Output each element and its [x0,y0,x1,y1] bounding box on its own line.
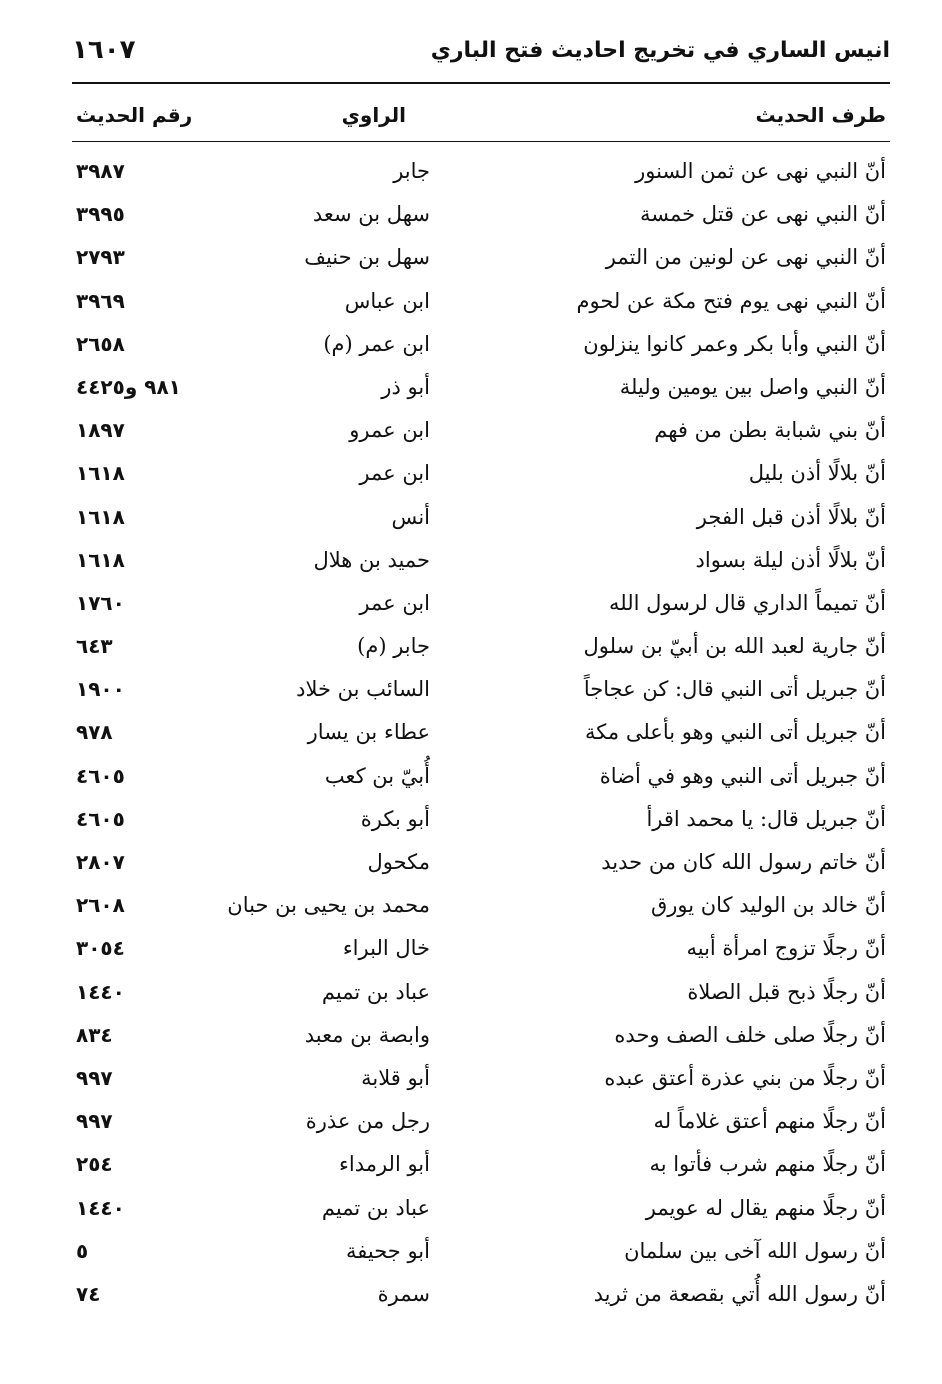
hadith-text: أنّ رجلًا منهم أعتق غلاماً له [653,1109,886,1134]
hadith-number: ٣٩٦٩ [76,288,125,313]
hadith-number: ٢٧٩٣ [76,245,125,270]
hadith-number: ٤٦٠٥ [76,763,125,788]
table-row [72,236,890,279]
hadith-number: ٤٦٠٥ [76,806,125,831]
table-row [72,280,890,323]
narrator: أبو بكرة [360,806,430,831]
narrator: خال البراء [342,936,430,961]
hadith-text: أنّ بلالًا أذن قبل الفجر [696,504,886,529]
hadith-text: أنّ رجلًا صلى خلف الصف وحده [614,1022,886,1047]
table-row [72,1057,890,1100]
hadith-number: ٣٩٨٧ [76,159,125,183]
narrator: أُبيّ بن كعب [324,763,430,788]
index-table [72,150,890,1316]
hadith-number: ١٤٤٠ [76,1195,125,1220]
narrator: جابر (م) [357,634,430,659]
table-row [72,668,890,711]
hadith-number: ١٦١٨ [76,504,125,529]
hadith-number: ١٤٤٠ [76,979,125,1004]
hadith-text: أنّ رجلًا تزوج امرأة أبيه [686,936,886,961]
table-row [72,150,890,193]
hadith-number: ٩٨١ و٤٤٢٥ [76,374,181,399]
hadith-number: ٣٠٥٤ [76,936,125,961]
hadith-text: أنّ رجلًا ذبح قبل الصلاة [687,979,886,1004]
narrator: ابن عمر (م) [323,331,430,356]
book-title: انيس الساري في تخريج احاديث فتح الباري [430,38,890,63]
narrator: ابن عباس [344,288,430,313]
hadith-number: ٢٨٠٧ [76,850,125,874]
hadith-number: ٣٩٩٥ [76,202,125,227]
hadith-text: أنّ بلالًا أذن بليل [748,461,886,486]
narrator: أبو ذر [381,374,430,399]
column-header-hadith-number: رقم الحديث [76,103,193,127]
narrator: أبو الرمداء [338,1152,430,1177]
hadith-number: ٢٥٤ [76,1152,113,1177]
table-row [72,755,890,798]
hadith-text: أنّ رجلًا منهم يقال له عويمر [645,1195,886,1220]
hadith-text: أنّ النبي نهى عن لونين من التمر [605,245,886,270]
narrator: أبو قلابة [361,1065,430,1090]
table-row [72,1100,890,1143]
narrator: مكحول [367,850,430,874]
hadith-text: أنّ خاتم رسول الله كان من حديد [601,850,886,874]
table-row [72,1187,890,1230]
table-row [72,625,890,668]
hadith-number: ١٩٠٠ [76,677,125,702]
hadith-number: ٦٤٣ [76,634,113,659]
hadith-number: ١٨٩٧ [76,418,125,443]
narrator: أنس [391,504,430,529]
table-row [72,452,890,495]
hadith-text: أنّ رسول الله آخى بين سلمان [624,1238,886,1263]
narrator: سهل بن سعد [312,202,430,227]
table-row [72,1143,890,1186]
hadith-number: ١٦١٨ [76,547,125,572]
header-rule [72,82,890,84]
hadith-number: ٢٦٠٨ [76,893,125,918]
running-header [72,30,890,76]
hadith-number: ٩٧٨ [76,720,113,745]
narrator: وابصة بن معبد [304,1022,430,1047]
hadith-number: ١٦١٨ [76,461,125,486]
table-row [72,193,890,236]
narrator: سمرة [377,1281,430,1306]
narrator: ابن عمر [359,461,430,486]
narrator: حميد بن هلال [313,547,430,572]
table-row [72,1273,890,1316]
table-row [72,1230,890,1273]
hadith-text: أنّ النبي نهى عن قتل خمسة [640,202,886,227]
table-row [72,496,890,539]
hadith-text: أنّ جبريل أتى النبي وهو في أضاة [599,763,886,788]
table-row [72,1014,890,1057]
table-row [72,323,890,366]
hadith-text: أنّ بني شبابة بطن من فهم [654,418,886,443]
table-row [72,409,890,452]
hadith-text: أنّ خالد بن الوليد كان يورق [650,893,886,918]
table-row [72,582,890,625]
narrator: عباد بن تميم [321,1195,430,1220]
hadith-text: أنّ جارية لعبد الله بن أبيّ بن سلول [583,634,886,659]
hadith-number: ١٧٦٠ [76,590,125,615]
narrator: السائب بن خلاد [296,677,430,702]
table-row [72,927,890,970]
hadith-number: ٩٩٧ [76,1065,113,1090]
hadith-text: أنّ تميماً الداري قال لرسول الله [609,590,886,615]
narrator: عطاء بن يسار [307,720,430,745]
table-row [72,366,890,409]
table-row [72,841,890,884]
column-header-narrator: الراوي [341,103,406,127]
narrator: ابن عمرو [349,418,430,443]
column-header-rule [72,141,890,142]
page-number: ١٦٠٧ [72,35,136,65]
hadith-text: أنّ رجلًا من بني عذرة أعتق عبده [604,1065,886,1090]
narrator: أبو جحيفة [346,1238,430,1263]
table-row [72,798,890,841]
narrator: سهل بن حنيف [304,245,430,270]
hadith-text: أنّ النبي وأبا بكر وعمر كانوا ينزلون [583,331,886,356]
hadith-text: أنّ النبي نهى يوم فتح مكة عن لحوم [576,288,886,313]
hadith-text: أنّ بلالًا أذن ليلة بسواد [695,547,886,572]
hadith-number: ٧٤ [76,1281,101,1306]
table-row [72,711,890,754]
hadith-text: أنّ رسول الله أُتي بقصعة من ثريد [593,1281,886,1306]
hadith-text: أنّ النبي واصل بين يومين وليلة [619,374,886,399]
hadith-number: ٥ [76,1238,89,1263]
narrator: محمد بن يحيى بن حبان [227,893,430,918]
hadith-text: أنّ النبي نهى عن ثمن السنور [635,159,886,183]
narrator: عباد بن تميم [321,979,430,1004]
hadith-text: أنّ جبريل أتى النبي وهو بأعلى مكة [585,720,886,745]
column-header-hadith-text: طرف الحديث [755,103,886,127]
narrator: رجل من عذرة [305,1109,430,1134]
hadith-number: ٢٦٥٨ [76,331,125,356]
hadith-number: ٩٩٧ [76,1109,113,1134]
hadith-number: ٨٣٤ [76,1022,113,1047]
hadith-text: أنّ جبريل قال: يا محمد اقرأ [646,806,886,831]
narrator: جابر [393,159,430,183]
narrator: ابن عمر [359,590,430,615]
table-row [72,884,890,927]
hadith-text: أنّ رجلًا منهم شرب فأتوا به [649,1152,886,1177]
hadith-text: أنّ جبريل أتى النبي قال: كن عجاجاً [583,677,886,702]
table-row [72,539,890,582]
table-row [72,971,890,1014]
